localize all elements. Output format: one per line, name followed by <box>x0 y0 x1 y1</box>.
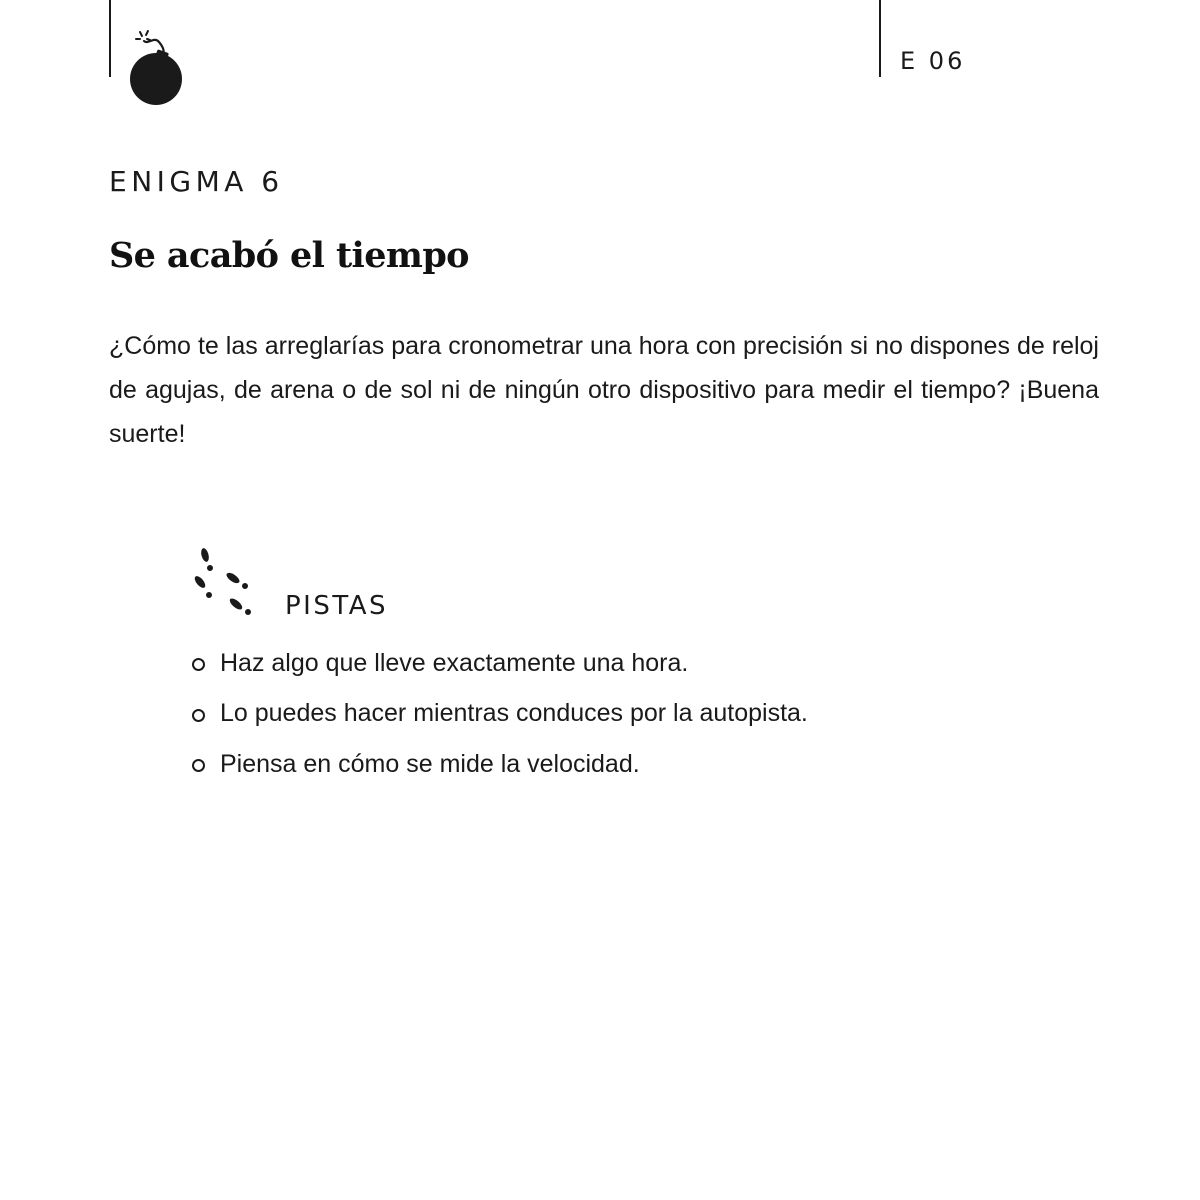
hints-title: PISTAS <box>285 591 389 621</box>
hint-text: Haz algo que lleve exactamente una hora. <box>220 648 689 677</box>
bullet-circle-icon <box>192 658 205 671</box>
bullet-circle-icon <box>192 709 205 722</box>
enigma-title: Se acabó el tiempo <box>109 235 469 276</box>
hint-item <box>192 739 808 790</box>
bomb-icon <box>126 28 188 108</box>
bullet-circle-icon <box>192 759 205 772</box>
footsteps-icon <box>190 546 256 618</box>
hint-item <box>192 689 808 740</box>
left-divider-rule <box>109 0 111 77</box>
enigma-label: ENIGMA 6 <box>109 165 284 198</box>
right-divider-rule <box>879 0 881 77</box>
hint-text: Piensa en cómo se mide la velocidad. <box>220 749 640 778</box>
enigma-body: ¿Cómo te las arreglarías para cronometrar una hora con precisión si no dispones de reloj de agujas, de arena o de sol ni de ningún otro dispositivo para medir el tiempo? ¡Buena suerte! <box>109 332 1099 448</box>
hint-item <box>192 638 808 689</box>
hint-text: Lo puedes hacer mientras conduces por la autopista. <box>220 699 808 728</box>
page-code: E 06 <box>900 47 966 75</box>
hints-list <box>192 638 808 790</box>
